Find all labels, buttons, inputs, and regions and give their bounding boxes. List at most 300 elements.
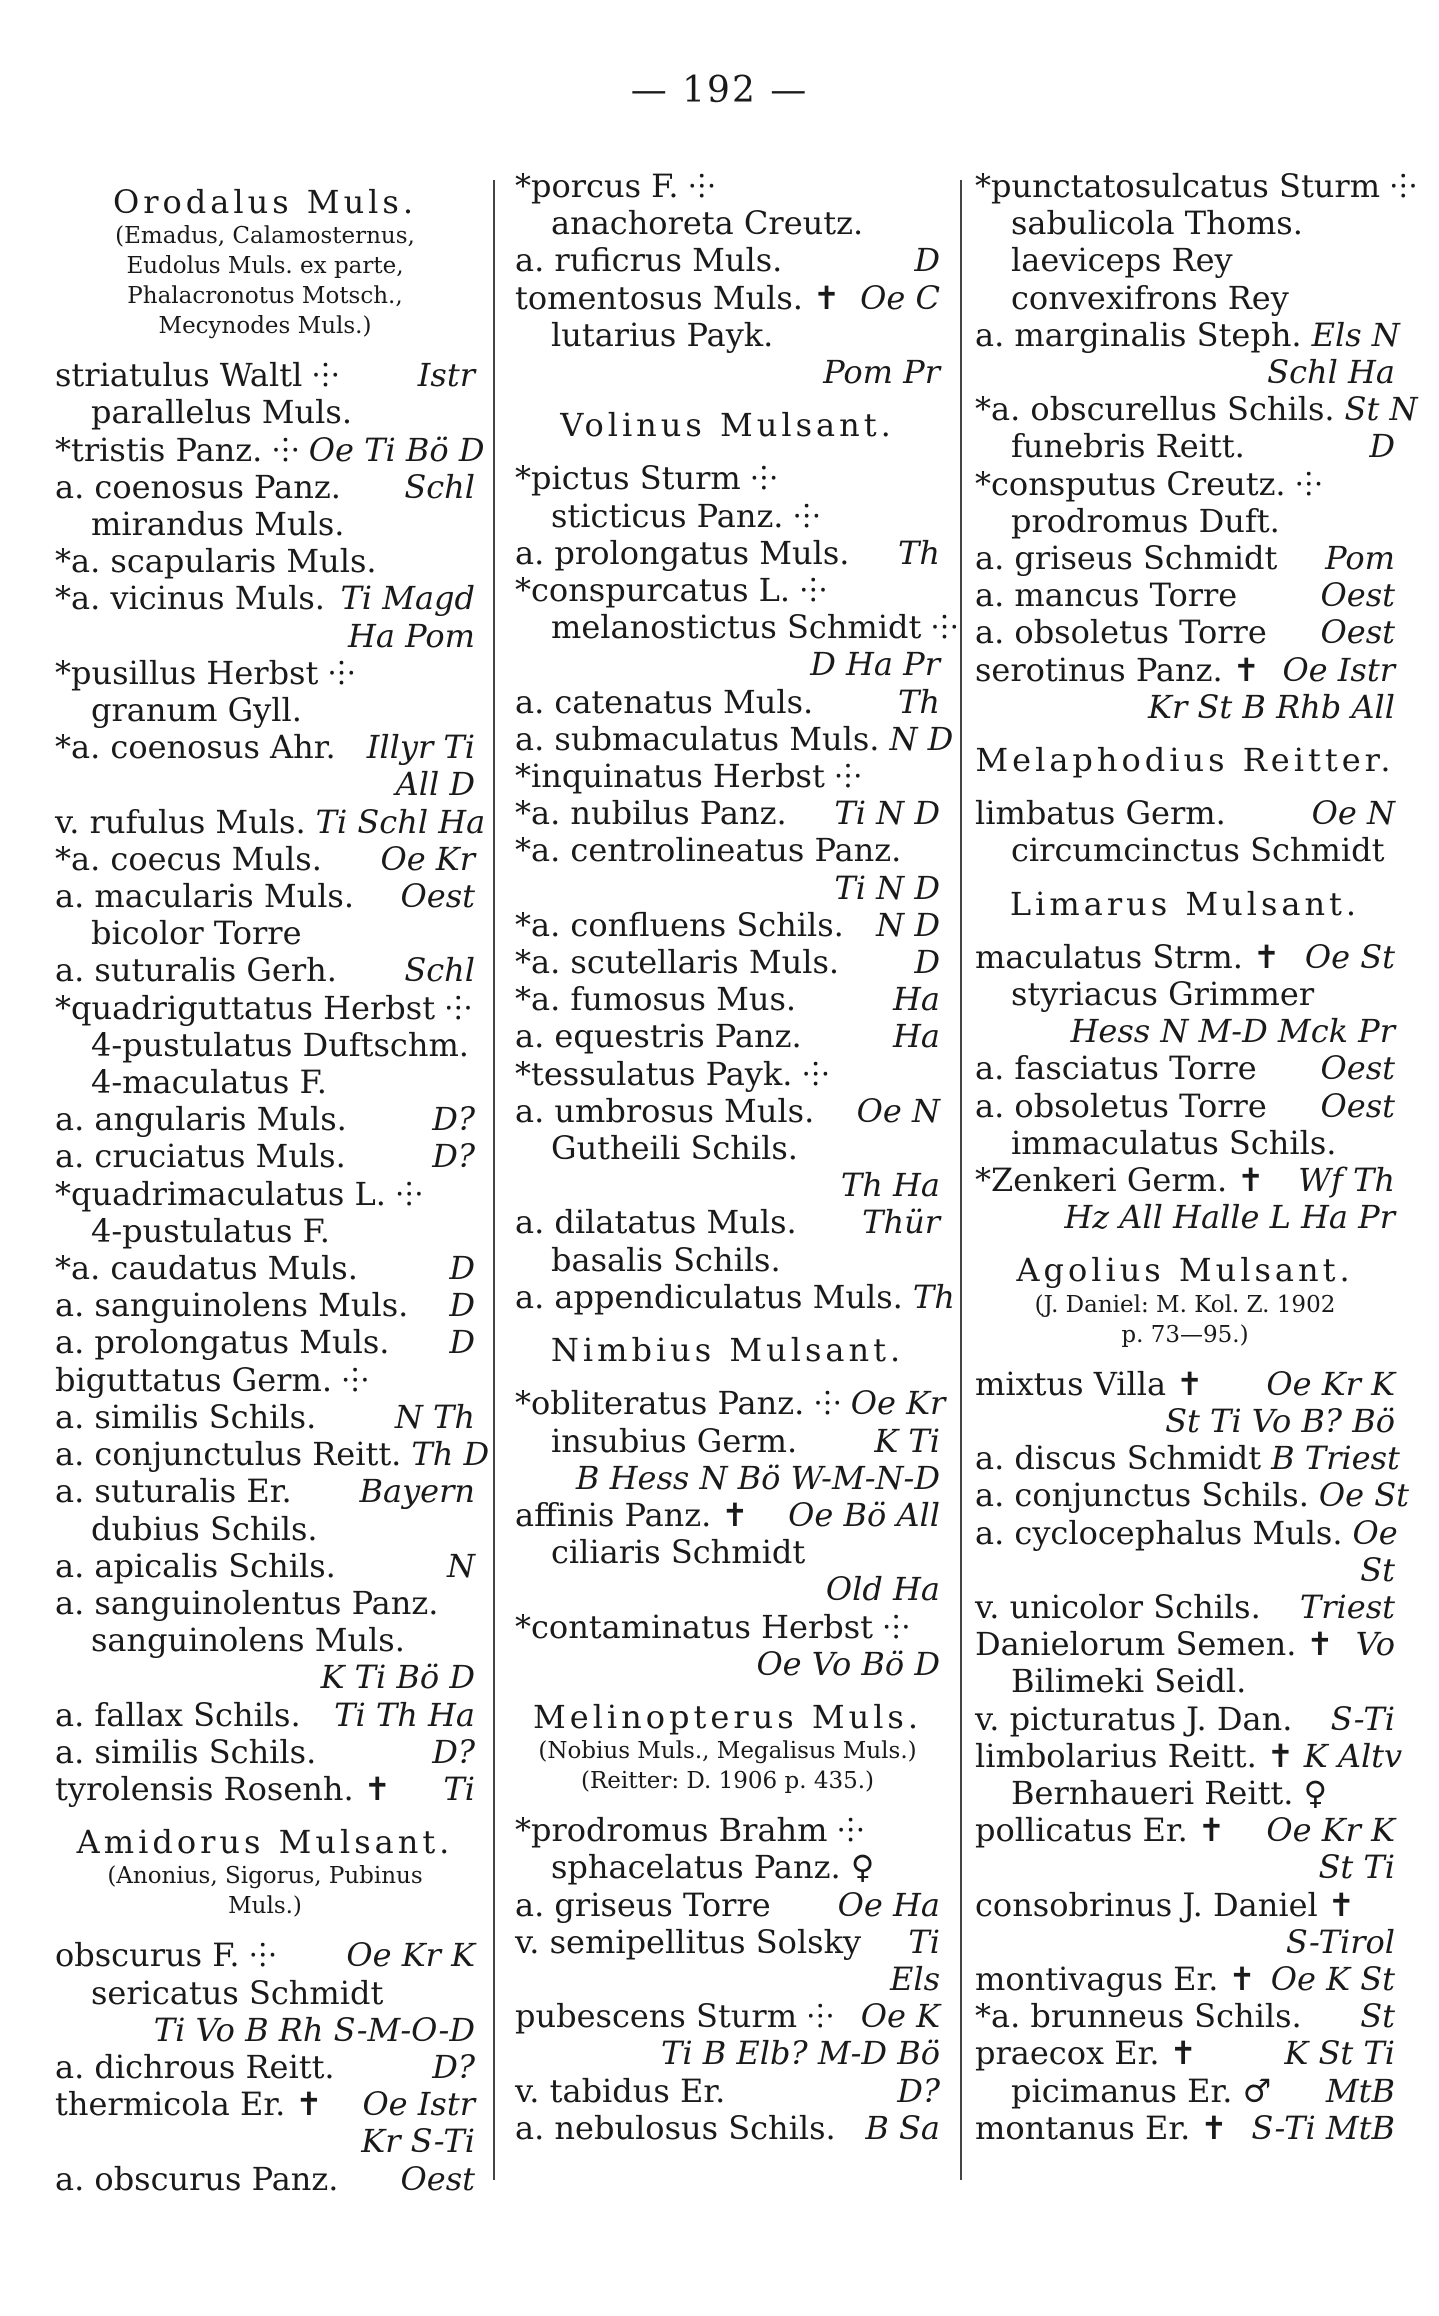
genus-heading (55, 184, 475, 221)
species-entry (515, 168, 940, 205)
entry-localities: Ti Magd (340, 579, 475, 618)
entry-name: (Anonius, Sigorus, Pubinus (107, 1863, 423, 1890)
entry-name: a. griseus Torre (515, 1885, 771, 1924)
entry-localities: Ti (908, 1922, 940, 1961)
entry-localities: Oe K St (1270, 1959, 1395, 1998)
synonym-note (55, 251, 475, 281)
entry-localities: D (449, 1249, 475, 1288)
species-entry (515, 719, 954, 758)
entry-localities: D? (897, 2071, 940, 2110)
entry-name: *a. brunneus Schils. (975, 1997, 1302, 2036)
species-entry (55, 1548, 475, 1585)
entry-localities: D? (432, 2047, 475, 2086)
entry-name: (Reitter: D. 1906 p. 435.) (580, 1768, 875, 1795)
entry-localities: Triest (1299, 1587, 1395, 1626)
entry-localities: MtB (1325, 2071, 1395, 2110)
entry-name: *contaminatus Herbst ⸭ (515, 1607, 910, 1646)
entry-localities: Kr S-Ti (361, 2122, 475, 2161)
species-entry (975, 1162, 1395, 1199)
entry-name: *a. scutellaris Muls. (515, 943, 840, 982)
entry-name: a. similis Schils. (55, 1732, 317, 1771)
species-entry (515, 944, 940, 981)
species-entry (515, 1998, 940, 2035)
species-entry (55, 2012, 475, 2049)
entry-localities: Pom (1325, 539, 1395, 578)
species-entry (55, 430, 485, 469)
entry-name: a. fasciatus Torre (975, 1049, 1257, 1088)
species-entry (55, 1213, 475, 1250)
entry-name: sabulicola Thoms. (1011, 204, 1303, 243)
entry-name: *pictus Sturm ⸭ (515, 459, 778, 498)
entry-name: sticticus Panz. ⸭ (551, 496, 820, 535)
entry-name: Eudolus Muls. ex parte, (126, 253, 404, 280)
entry-name: sphacelatus Panz. ♀ (551, 1848, 875, 1887)
species-entry (975, 1013, 1395, 1050)
entry-name: *a. coenosus Ahr. (55, 728, 336, 767)
entry-name: prodromus Duft. (1011, 501, 1280, 540)
entry-name: a. submaculatus Muls. (515, 719, 880, 758)
entry-localities: Oest (1320, 1049, 1395, 1088)
entry-name: tyrolensis Rosenh. ✝ (55, 1769, 391, 1808)
species-entry (55, 1511, 475, 1548)
species-entry (55, 841, 475, 878)
species-entry (515, 1277, 955, 1316)
synonym-note (975, 1320, 1395, 1350)
entry-name: a. discus Schmidt (975, 1439, 1262, 1478)
species-entry (55, 1287, 475, 1324)
entry-name: mixtus Villa ✝ (975, 1364, 1203, 1403)
entry-name: circumcinctus Schmidt (1011, 831, 1385, 870)
entry-localities: Oe Kr K (1266, 1364, 1395, 1403)
column-3 (975, 167, 1418, 2147)
entry-localities: Oe Kr (850, 1384, 946, 1423)
entry-localities: St (1360, 1550, 1395, 1589)
entry-name: Orodalus Muls. (113, 183, 417, 221)
entry-localities: Hess N M-D Mck Pr (1070, 1012, 1395, 1051)
entry-name: *a. centrolineatus Panz. (515, 831, 902, 870)
entry-name: *punctatosulcatus Sturm ⸭ (975, 167, 1417, 205)
species-entry (515, 646, 940, 683)
entry-name: a. griseus Schmidt (975, 539, 1278, 578)
species-entry (55, 1101, 475, 1138)
entry-name: affinis Panz. ✝ (515, 1495, 749, 1534)
entry-name: pubescens Sturm ⸭ (515, 1997, 834, 2036)
entry-name: lutarius Payk. (551, 315, 774, 354)
species-entry (975, 614, 1395, 651)
entry-name: pollicatus Er. ✝ (975, 1811, 1225, 1850)
species-entry (975, 1775, 1395, 1812)
entry-name: a. prolongatus Muls. (55, 1323, 390, 1362)
species-entry (975, 976, 1395, 1013)
entry-localities: D? (432, 1732, 475, 1771)
species-entry (975, 1887, 1395, 1924)
species-entry (975, 1199, 1395, 1236)
species-entry (55, 1399, 475, 1436)
entry-name: a. obsoletus Torre (975, 1086, 1267, 1125)
species-entry (515, 460, 940, 497)
genus-heading (515, 1699, 940, 1736)
entry-name: serotinus Panz. ✝ (975, 650, 1260, 689)
entry-localities: Schl (404, 951, 475, 990)
entry-localities: Oe Istr (362, 2085, 475, 2124)
genus-heading (975, 1252, 1395, 1289)
entry-name: *prodromus Brahm ⸭ (515, 1811, 864, 1850)
entry-name: a. cyclocephalus Muls. (975, 1513, 1343, 1552)
entry-name: *tessulatus Payk. ⸭ (515, 1054, 829, 1093)
page-number: — 192 — (630, 70, 809, 111)
entry-name: a. dichrous Reitt. (55, 2047, 335, 2086)
species-entry (55, 952, 475, 989)
entry-name: sanguinolens Muls. (91, 1621, 405, 1660)
entry-name: striatulus Waltl ⸭ (55, 356, 339, 395)
entry-name: Nimbius Mulsant. (550, 1331, 905, 1370)
entry-localities: St Ti Vo B? Bö (1165, 1401, 1395, 1440)
entry-name: insubius Germ. (551, 1421, 798, 1460)
species-entry (55, 357, 475, 394)
entry-name: maculatus Strm. ✝ (975, 937, 1280, 976)
entry-name: a. similis Schils. (55, 1397, 317, 1436)
entry-name: picimanus Er. ♂ (1011, 2071, 1272, 2110)
entry-name: a. marginalis Steph. (975, 315, 1302, 354)
entry-localities: Oe Ti Bö D (308, 430, 485, 469)
entry-name: consobrinus J. Daniel ✝ (975, 1885, 1355, 1924)
entry-localities: K Ti (874, 1421, 940, 1460)
entry-localities: D (449, 1286, 475, 1325)
entry-name: a. ruficrus Muls. (515, 241, 783, 280)
species-entry (515, 1497, 940, 1534)
entry-localities: N D (889, 719, 954, 758)
entry-localities: Th (912, 1277, 955, 1316)
entry-name: funebris Reitt. (1011, 427, 1245, 466)
species-entry (55, 1138, 475, 1175)
entry-name: Gutheili Schils. (551, 1129, 798, 1168)
species-entry (515, 758, 940, 795)
entry-localities: Oe Istr (1282, 650, 1395, 689)
entry-localities: Ti N D (834, 794, 940, 833)
entry-localities: Oe Ha (837, 1885, 940, 1924)
species-entry (55, 618, 475, 655)
species-entry (515, 1534, 940, 1571)
species-entry (55, 692, 475, 729)
entry-name: a. suturalis Er. (55, 1472, 292, 1511)
entry-name: styriacus Grimmer (1011, 975, 1315, 1014)
species-entry (515, 572, 940, 609)
species-entry (515, 1887, 940, 1924)
entry-name: dubius Schils. (91, 1509, 318, 1548)
entry-name: a. sanguinolens Muls. (55, 1286, 409, 1325)
species-entry (55, 1435, 490, 1474)
entry-name: mirandus Muls. (91, 505, 345, 544)
species-entry (975, 280, 1395, 317)
species-entry (55, 766, 475, 803)
entry-localities: Oest (1320, 576, 1395, 615)
genus-heading (975, 886, 1395, 923)
species-entry (515, 535, 940, 572)
synonym-note (55, 281, 475, 311)
synonym-note (55, 221, 475, 251)
entry-name: obscurus F. ⸭ (55, 1936, 277, 1975)
species-entry (55, 2161, 475, 2198)
species-entry (975, 652, 1395, 689)
entry-localities: D Ha Pr (810, 645, 940, 684)
species-entry (55, 1250, 475, 1287)
entry-name: 4-pustulatus F. (91, 1211, 330, 1250)
entry-name: *porcus F. ⸭ (515, 167, 716, 205)
entry-name: melanostictus Schmidt ⸭ (551, 608, 958, 647)
entry-name: *a. confluens Schils. (515, 905, 844, 944)
entry-name: a. conjunctus Schils. (975, 1476, 1309, 1515)
entry-name: Volinus Mulsant. (560, 406, 895, 445)
species-entry (975, 354, 1395, 391)
species-entry (515, 684, 940, 721)
entry-localities: Thür (862, 1203, 940, 1242)
entry-name: Bernhaueri Reitt. ♀ (1011, 1773, 1328, 1812)
entry-localities: Th D (411, 1435, 490, 1474)
species-entry (975, 1924, 1395, 1961)
entry-localities: D? (432, 1100, 475, 1139)
entry-name: *a. vicinus Muls. (55, 579, 325, 618)
species-entry (975, 939, 1395, 976)
entry-name: parallelus Muls. (91, 393, 352, 432)
species-entry (515, 907, 940, 944)
entry-localities: Oest (1320, 613, 1395, 652)
species-entry (515, 2035, 940, 2072)
entry-name: sericatus Schmidt (91, 1973, 384, 2012)
entry-name: p. 73—95.) (1121, 1321, 1249, 1348)
entry-localities: Ti B Elb? M-D Bö (660, 2034, 940, 2073)
species-entry (975, 2073, 1395, 2110)
entry-localities: Ti N D (834, 868, 940, 907)
genus-heading (515, 407, 940, 444)
entry-localities: Ha Pom (348, 616, 475, 655)
entry-localities: Oe Kr K (346, 1936, 475, 1975)
entry-name: thermicola Er. ✝ (55, 2085, 323, 2124)
species-entry (55, 1064, 475, 1101)
entry-name: a. prolongatus Muls. (515, 533, 850, 572)
species-entry (975, 2035, 1395, 2072)
entry-name: a. cruciatus Muls. (55, 1137, 346, 1176)
species-entry (975, 205, 1395, 242)
species-entry (515, 1204, 940, 1241)
species-entry (975, 1088, 1395, 1125)
entry-name: Muls.) (228, 1893, 302, 1920)
entry-localities: Vo (1355, 1625, 1395, 1664)
entry-name: *a. scapularis Muls. (55, 542, 377, 581)
entry-localities: Ti Vo B Rh S-M-O-D (153, 2010, 475, 2049)
species-entry (975, 1125, 1395, 1162)
entry-name: 4-pustulatus Duftschm. (91, 1025, 469, 1064)
species-entry (975, 428, 1395, 465)
entry-localities: Oe St (1318, 1476, 1409, 1515)
entry-name: Danielorum Semen. ✝ (975, 1625, 1334, 1664)
entry-name: montanus Er. ✝ (975, 2108, 1228, 2147)
entry-name: Bilimeki Seidl. (1011, 1662, 1247, 1701)
entry-localities: Kr St B Rhb All (1148, 687, 1395, 726)
entry-localities: Ti (443, 1769, 475, 1808)
entry-localities: Ti Th Ha (334, 1695, 475, 1734)
species-entry (975, 540, 1395, 577)
column-1 (55, 168, 490, 2198)
species-entry (55, 580, 475, 617)
entry-localities: S-Ti MtB (1251, 2108, 1395, 2147)
species-entry (975, 1626, 1395, 1663)
entry-localities: Oe N (856, 1091, 940, 1130)
species-entry (55, 1937, 475, 1974)
entry-localities: Oe (1352, 1513, 1398, 1552)
entry-localities: Oe N (1311, 794, 1395, 833)
entry-name: a. obscurus Panz. (55, 2159, 339, 2198)
entry-name: Melaphodius Reitter. (975, 741, 1395, 780)
entry-localities: Ti Schl Ha (315, 802, 486, 841)
species-entry (515, 1646, 940, 1683)
entry-name: a. fallax Schils. (55, 1695, 301, 1734)
species-entry (515, 1056, 940, 1093)
entry-name: *a. fumosus Mus. (515, 980, 797, 1019)
species-entry (55, 1697, 475, 1734)
species-entry (975, 2110, 1395, 2147)
species-entry (975, 689, 1395, 726)
entry-name: a. dilatatus Muls. (515, 1203, 797, 1242)
entry-localities: St N (1344, 390, 1418, 429)
entry-localities: Pom Pr (823, 353, 940, 392)
species-entry (975, 1050, 1395, 1087)
species-entry (55, 2049, 475, 2086)
species-entry (55, 1771, 475, 1808)
species-entry (975, 1998, 1395, 2035)
entry-name: a. apicalis Schils. (55, 1546, 336, 1585)
species-entry (55, 1975, 475, 2012)
species-entry (55, 1734, 475, 1771)
entry-name: (Nobius Muls., Megalisus Muls.) (538, 1738, 917, 1765)
entry-name: praecox Er. ✝ (975, 2034, 1197, 2073)
synonym-note (55, 311, 475, 341)
entry-localities: Oe Bö All (788, 1495, 940, 1534)
species-entry (515, 1812, 940, 1849)
entry-name: Melinopterus Muls. (532, 1697, 923, 1736)
species-entry (515, 981, 940, 1018)
entry-name: v. rufulus Muls. (55, 802, 306, 841)
species-entry (515, 1460, 940, 1497)
synonym-note (975, 1290, 1395, 1320)
entry-localities: N (447, 1546, 475, 1585)
entry-name: Limarus Mulsant. (1009, 884, 1361, 923)
species-entry (975, 1701, 1395, 1738)
genus-heading (975, 742, 1395, 779)
entry-name: *conspurcatus L. ⸭ (515, 571, 827, 610)
species-entry (515, 205, 940, 242)
entry-name: 4-maculatus F. (91, 1063, 327, 1102)
species-entry (975, 167, 1417, 205)
entry-localities: Oe St (1304, 937, 1395, 976)
entry-name: a. sanguinolentus Panz. (55, 1583, 439, 1622)
entry-name: *a. caudatus Muls. (55, 1249, 358, 1288)
species-entry (975, 315, 1400, 354)
species-entry (515, 1423, 940, 1460)
entry-localities: D? (432, 1137, 475, 1176)
species-entry (975, 242, 1395, 279)
species-entry (975, 577, 1395, 614)
species-entry (55, 990, 475, 1027)
entry-name: *pusillus Herbst ⸭ (55, 653, 355, 692)
entry-name: *a. nubilus Panz. (515, 794, 787, 833)
species-entry (975, 1961, 1395, 1998)
entry-name: ciliaris Schmidt (551, 1533, 806, 1572)
entry-name: laeviceps Rey (1011, 241, 1233, 280)
entry-name: *consputus Creutz. ⸭ (975, 464, 1323, 503)
column-2 (515, 167, 958, 2147)
entry-localities: Old Ha (825, 1570, 940, 1609)
species-entry (515, 795, 940, 832)
entry-name: v. tabidus Er. (515, 2071, 726, 2110)
synonym-note (55, 1861, 475, 1891)
entry-localities: Illyr Ti (366, 728, 475, 767)
entry-localities: Oe K (860, 1997, 940, 2036)
species-entry (55, 394, 475, 431)
species-entry (515, 1130, 940, 1167)
species-entry (975, 466, 1395, 503)
entry-name: bicolor Torre (91, 914, 302, 953)
entry-localities: D (914, 241, 940, 280)
entry-name: biguttatus Germ. ⸭ (55, 1360, 369, 1399)
species-entry (515, 498, 940, 535)
entry-name: v. picturatus J. Dan. (975, 1699, 1293, 1738)
entry-name: a. coenosus Panz. (55, 467, 341, 506)
synonym-note (55, 1891, 475, 1921)
species-entry (55, 469, 475, 506)
entry-name: a. umbrosus Muls. (515, 1091, 815, 1130)
entry-localities: Th (898, 682, 940, 721)
species-entry (975, 1403, 1395, 1440)
species-entry (515, 317, 940, 354)
species-entry (515, 1924, 940, 1961)
species-entry (515, 1571, 940, 1608)
entry-localities: D (449, 1323, 475, 1362)
genus-heading (515, 1332, 940, 1369)
entry-name: *Zenkeri Germ. ✝ (975, 1161, 1265, 1200)
species-entry (55, 543, 475, 580)
entry-localities: Oe Kr (380, 839, 475, 878)
entry-name: a. mancus Torre (975, 576, 1238, 615)
entry-localities: B Triest (1271, 1439, 1400, 1478)
entry-name: a. angularis Muls. (55, 1100, 347, 1139)
entry-localities: K Ti Bö D (320, 1658, 475, 1697)
species-entry (55, 1324, 475, 1361)
entry-name: a. obsoletus Torre (975, 613, 1267, 652)
entry-localities: Bayern (359, 1472, 475, 1511)
species-entry (515, 2110, 940, 2147)
column-divider (960, 180, 962, 2180)
species-entry (975, 1513, 1398, 1552)
entry-name: a. catenatus Muls. (515, 682, 814, 721)
species-entry (515, 1242, 940, 1279)
species-entry (515, 280, 940, 317)
entry-localities: B Sa (865, 2108, 940, 2147)
species-entry (55, 1473, 475, 1510)
entry-localities: Els (889, 1959, 940, 1998)
entry-localities: S-Ti (1330, 1699, 1395, 1738)
entry-name: a. suturalis Gerh. (55, 951, 337, 990)
entry-localities: Wf Th (1298, 1161, 1395, 1200)
entry-localities: Oe C (860, 278, 940, 317)
entry-localities: Oe Vo Bö D (756, 1644, 940, 1683)
entry-name: *quadriguttatus Herbst ⸭ (55, 988, 472, 1027)
entry-localities: Th (898, 533, 940, 572)
entry-localities: K Altv (1303, 1736, 1403, 1775)
entry-localities: Ha (893, 1017, 940, 1056)
species-entry (55, 729, 475, 766)
species-entry (55, 655, 475, 692)
species-entry (975, 390, 1418, 429)
